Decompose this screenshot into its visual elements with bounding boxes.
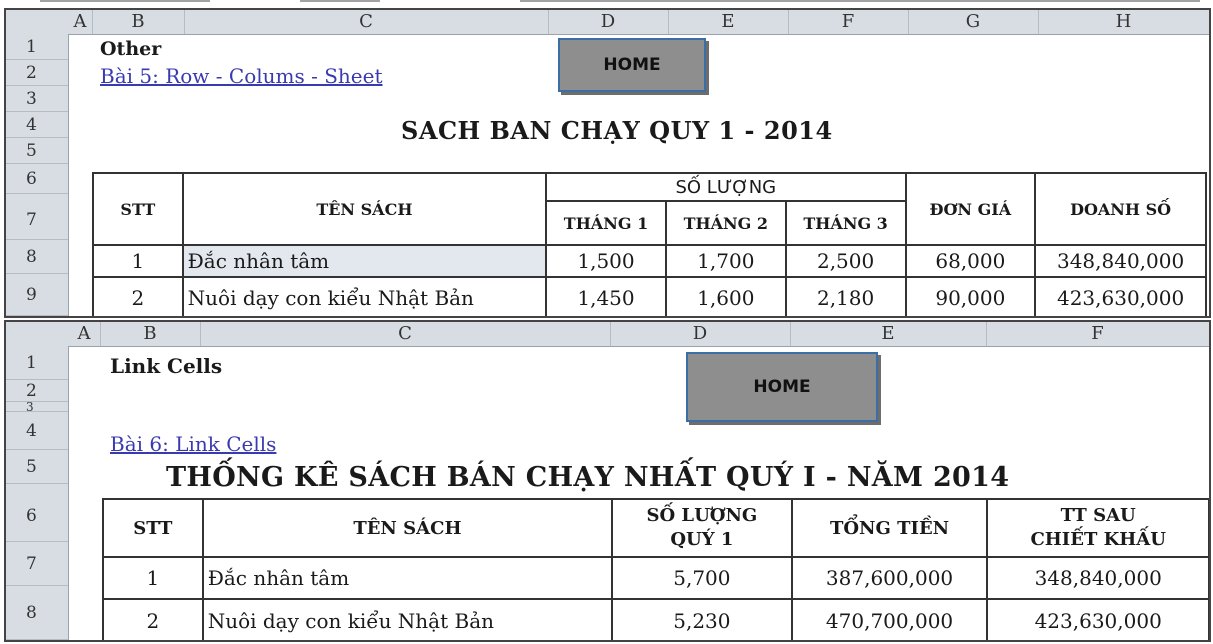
cell-book-name[interactable]: Đắc nhân tâm (203, 557, 612, 599)
other-label: Other (100, 38, 162, 60)
row-header[interactable]: 5 (6, 138, 68, 164)
column-header-a[interactable]: A (68, 10, 93, 34)
row-header[interactable]: 1 (6, 34, 68, 60)
row-header-bar (6, 346, 69, 640)
cell-doanh-so[interactable]: 348,840,000 (1035, 245, 1206, 277)
column-header-bar (6, 322, 1209, 347)
lesson-6-link[interactable]: Bài 6: Link Cells (110, 432, 277, 456)
sheet1-title: SACH BAN CHẠY QUY 1 - 2014 (401, 116, 833, 145)
header-tong-tien: TỔNG TIỀN (792, 499, 988, 557)
cell-thang-3[interactable]: 2,180 (786, 277, 906, 318)
column-header-c[interactable]: C (200, 322, 611, 346)
row-header[interactable]: 6 (6, 484, 68, 542)
row-header[interactable]: 8 (6, 586, 68, 640)
table-row (103, 557, 1209, 599)
row-header[interactable]: 9 (6, 274, 68, 316)
row-header-bar (6, 34, 69, 316)
column-header-a[interactable]: A (68, 322, 101, 346)
cell-thang-1[interactable]: 1,450 (546, 277, 666, 318)
row-header[interactable]: 8 (6, 240, 68, 274)
table-row (93, 245, 1206, 277)
column-header-f[interactable]: F (986, 322, 1210, 346)
header-ten-sach: TÊN SÁCH (203, 499, 612, 557)
home-button[interactable]: HOME (558, 38, 706, 92)
cell-thang-2[interactable]: 1,600 (666, 277, 786, 318)
header-so-luong-quy-1 (612, 499, 792, 557)
cell-stt[interactable]: 1 (103, 557, 203, 599)
row-header[interactable]: 7 (6, 194, 68, 240)
header-ten-sach: TÊN SÁCH (183, 173, 546, 245)
column-header-f[interactable]: F (788, 10, 909, 34)
column-header-e[interactable]: E (668, 10, 789, 34)
column-header-g[interactable]: G (908, 10, 1039, 34)
row-header[interactable]: 7 (6, 542, 68, 586)
column-header-d[interactable]: D (548, 10, 669, 34)
cell-book-name[interactable]: Đắc nhân tâm (183, 245, 546, 277)
header-tt-line-2: CHIẾT KHẤU (1030, 529, 1166, 550)
table-row (93, 277, 1206, 318)
header-stt: STT (103, 499, 203, 557)
header-thang-2: THÁNG 2 (666, 201, 786, 245)
header-so-luong-line-1: SỐ LƯỢNG (646, 505, 758, 526)
row-header[interactable]: 5 (6, 450, 68, 484)
header-thang-1: THÁNG 1 (546, 201, 666, 245)
row-header[interactable]: 3 (6, 402, 68, 412)
book-stats-table (102, 498, 1210, 642)
row-header[interactable]: 6 (6, 164, 68, 194)
column-header-d[interactable]: D (610, 322, 791, 346)
column-header-b[interactable]: B (92, 10, 185, 34)
book-sales-table (92, 172, 1207, 318)
column-header-h[interactable]: H (1038, 10, 1210, 34)
cell-tong-tien[interactable]: 470,700,000 (792, 599, 988, 642)
row-header[interactable]: 1 (6, 346, 68, 380)
cell-doanh-so[interactable]: 423,630,000 (1035, 277, 1206, 318)
cell-thang-2[interactable]: 1,700 (666, 245, 786, 277)
column-header-bar (6, 10, 1209, 35)
home-button[interactable]: HOME (686, 352, 878, 422)
header-doanh-so: DOANH SỐ (1035, 173, 1206, 245)
cell-book-name[interactable]: Nuôi dạy con kiểu Nhật Bản (203, 599, 612, 642)
header-stt: STT (93, 173, 183, 245)
spreadsheet-pane-2 (4, 320, 1211, 642)
row-header[interactable]: 2 (6, 60, 68, 86)
cell-stt[interactable]: 2 (103, 599, 203, 642)
header-so-luong-line-2: QUÝ 1 (670, 529, 734, 550)
header-don-gia: ĐƠN GIÁ (906, 173, 1036, 245)
header-so-luong: SỐ LƯỢNG (546, 173, 905, 201)
cell-thang-1[interactable]: 1,500 (546, 245, 666, 277)
row-header[interactable]: 4 (6, 112, 68, 138)
cell-don-gia[interactable]: 90,000 (906, 277, 1036, 318)
cell-book-name[interactable]: Nuôi dạy con kiểu Nhật Bản (183, 277, 546, 318)
cell-thang-3[interactable]: 2,500 (786, 245, 906, 277)
lesson-5-link[interactable]: Bài 5: Row - Colums - Sheet (100, 64, 383, 88)
link-cells-label: Link Cells (110, 354, 223, 378)
row-header[interactable]: 4 (6, 412, 68, 450)
cell-tt-sau-chiet-khau[interactable]: 348,840,000 (987, 557, 1209, 599)
row-header[interactable]: 2 (6, 380, 68, 402)
cell-tong-tien[interactable]: 387,600,000 (792, 557, 988, 599)
column-header-c[interactable]: C (184, 10, 549, 34)
cell-tt-sau-chiet-khau[interactable]: 423,630,000 (987, 599, 1209, 642)
cell-don-gia[interactable]: 68,000 (906, 245, 1036, 277)
cell-so-luong[interactable]: 5,700 (612, 557, 792, 599)
row-header[interactable]: 3 (6, 86, 68, 112)
sheet2-title: THỐNG KÊ SÁCH BÁN CHẠY NHẤT QUÝ I - NĂM 2014 (166, 462, 1010, 493)
header-thang-3: THÁNG 3 (786, 201, 906, 245)
header-tt-line-1: TT SAU (1060, 505, 1136, 526)
spreadsheet-pane-1 (4, 8, 1211, 318)
cell-stt[interactable]: 2 (93, 277, 183, 318)
column-header-e[interactable]: E (790, 322, 987, 346)
header-tt-sau-chiet-khau (987, 499, 1209, 557)
column-header-b[interactable]: B (100, 322, 201, 346)
table-row (103, 599, 1209, 642)
cell-stt[interactable]: 1 (93, 245, 183, 277)
cell-so-luong[interactable]: 5,230 (612, 599, 792, 642)
